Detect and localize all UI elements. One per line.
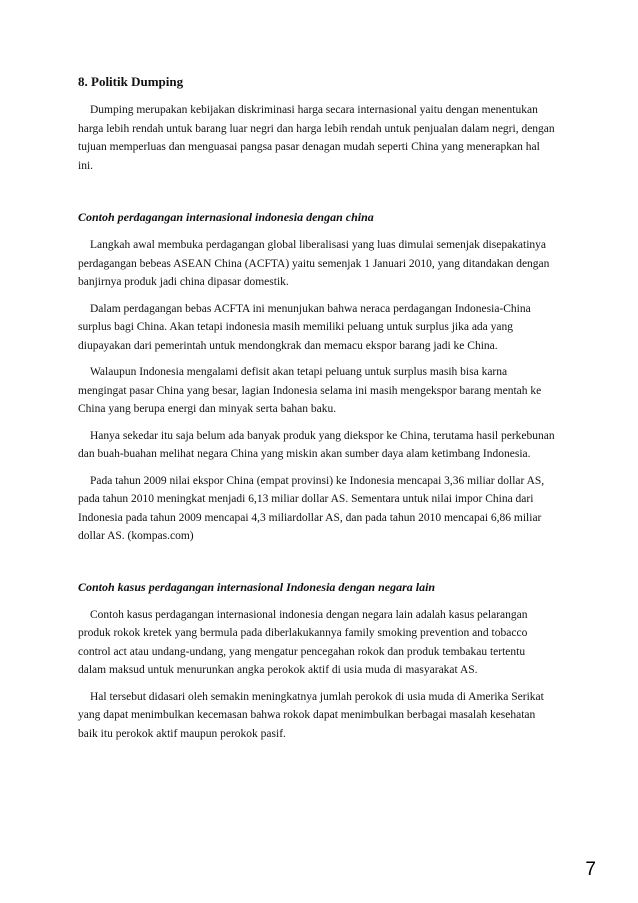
paragraph-export-figures: Pada tahun 2009 nilai ekspor China (empat provinsi) ke Indonesia mencapai 3,36 miliar dollar AS, pada tahun 2010 meningkat menjadi 6,13 miliar dollar AS. Sementara untuk nilai impor China dari Indonesia pada tahun 2009 mencapai 4,3 miliardollar AS, dan pada tahun 2010 mencapai 6,86 miliar dollar AS. (kompas.com)	[78, 474, 545, 542]
paragraph-export-products: Hanya sekedar itu saja belum ada banyak produk yang diekspor ke China, terutama hasil perkebunan dan buah-buahan melihat negara China yang miskin akan sumber daya alam ketimbang Indonesia.	[78, 429, 555, 460]
paragraph-kretek-ban: Contoh kasus perdagangan internasional indonesia dengan negara lain adalah kasus pelarangan produk rokok kretek yang bermula pada diberlakukannya family smoking prevention and tobacco control act atau undang-undang, yang mengatur pencegahan rokok dan produk tembakau tertentu dalam maksud untuk menurunkan angka perokok aktif di usia muda di masyarakat AS.	[78, 608, 528, 676]
section-heading-other-countries: Contoh kasus perdagangan internasional Indonesia dengan negara lain	[78, 579, 436, 594]
section-spacer	[78, 183, 556, 209]
paragraph-deficit: Walaupun Indonesia mengalami defisit akan tetapi peluang untuk surplus masih bisa karna mengingat pasar China yang besar, lagian Indonesia selama ini masih mengekspor barang mentah ke China yang berupa energi dan minyak serta bahan baku.	[78, 366, 542, 415]
paragraph-trade-balance: Dalam perdagangan bebas ACFTA ini menunjukan bahwa neraca perdagangan Indonesia-China surplus bagi China. Akan tetapi indonesia masih memiliki peluang untuk surplus jika ada yang diupayakan dari pemerintah untuk mendongkrak dan memacu ekspor barang jadi ke China.	[78, 302, 531, 352]
paragraph-acfta-start: Langkah awal membuka perdagangan global liberalisasi yang luas dimulai semenjak disepakatinya perdagangan bebeas ASEAN China (ACFTA) yaitu semenjak 1 Januari 2010, yang ditandakan dengan banjirnya produk jadi china dipasar domestik.	[78, 239, 550, 288]
section-heading-indonesia-china: Contoh perdagangan internasional indonesia dengan china	[78, 210, 374, 224]
section-heading-politik-dumping: 8. Politik Dumping	[78, 74, 184, 89]
paragraph-dumping: Dumping merupakan kebijakan diskriminasi harga secara internasional yaitu dengan menentukan harga lebih rendah untuk barang luar negri dan harga lebih rendah untuk penjualan dalam negri, dengan tujuan memperluas dan menguasai pangsa pasar denagan mudah seperti China yang menerapkan hal ini.	[78, 104, 555, 172]
page-content	[78, 74, 556, 751]
paragraph-youth-smokers: Hal tersebut didasari oleh semakin meningkatnya jumlah perokok di usia muda di Amerika Serikat yang dapat menimbulkan kecemasan bahwa rokok dapat menimbulkan berbagai masalah kesehatan baik itu perokok aktif maupun perokok pasif.	[78, 690, 544, 740]
section-spacer	[78, 554, 556, 579]
page-number: 7	[585, 859, 596, 880]
